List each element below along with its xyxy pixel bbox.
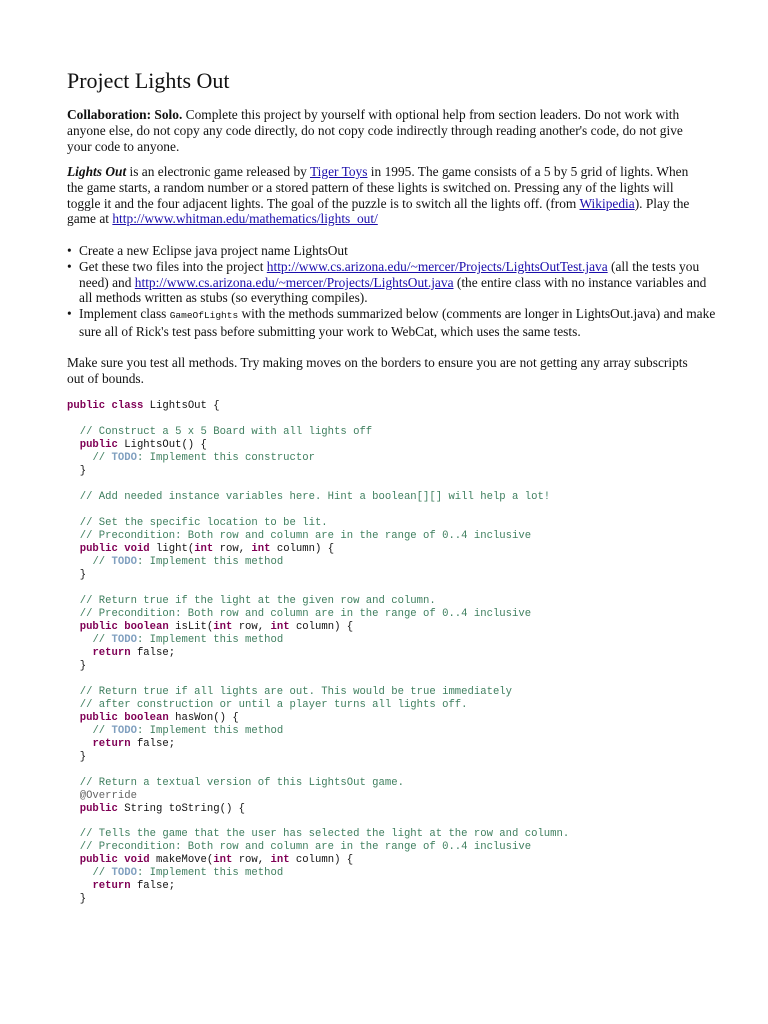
code-token: Implement this method: [149, 633, 284, 646]
code-token: // Construct a 5 x 5 Board with all lights off: [79, 425, 373, 438]
code-token: class: [111, 400, 144, 412]
code-token: column) {: [295, 620, 354, 633]
code-token: return: [92, 646, 131, 659]
bullet-icon: •: [67, 258, 72, 274]
code-token: public: [79, 620, 118, 633]
instructions-list: [67, 243, 717, 340]
code-token: Implement this method: [149, 724, 284, 737]
code-token: return: [92, 737, 131, 750]
list-item-text: Implement class: [79, 306, 170, 322]
list-item-text: Create a new Eclipse java project name LightsOut: [79, 243, 348, 258]
code-token: }: [79, 893, 87, 906]
collaboration-text: Complete this project by yourself with optional help from section leaders. Do not work with anyone else, do not copy any code directly, do not copy code indirectly through reading another's code, do not give your code to anyone.: [67, 107, 683, 154]
code-token: row,: [238, 854, 271, 867]
code-token: //: [92, 633, 112, 646]
code-token: Implement this method: [149, 867, 284, 880]
code-token: column) {: [295, 854, 354, 867]
code-token: // Return a textual version of this LightsOut game.: [79, 776, 404, 789]
bullet-icon: •: [67, 306, 72, 322]
code-token: //: [92, 555, 112, 568]
code-token: // Tells the game that the user has selected the light at the row and column.: [79, 828, 570, 841]
code-token: public: [79, 854, 118, 867]
code-token: :: [136, 555, 144, 568]
code-token: // Return true if the light at the given row and column.: [79, 594, 436, 607]
closing-paragraph: Make sure you test all methods. Try making moves on the borders to ensure you are not getting any array subscripts out of bounds.: [67, 355, 688, 386]
list-item-text: Get these two files into the project: [79, 258, 267, 274]
code-token: int: [194, 542, 214, 555]
page-title: Project Lights Out: [67, 68, 230, 93]
list-item: [67, 306, 717, 340]
code-token: //: [92, 724, 112, 737]
code-token: // Return true if all lights are out. This would be true immediately: [79, 685, 513, 698]
code-token: :: [136, 451, 144, 464]
code-token: public: [79, 542, 118, 555]
code-token: return: [92, 880, 131, 893]
code-token: hasWon() {: [175, 711, 239, 724]
code-token: :: [136, 867, 144, 880]
code-token: int: [213, 620, 233, 633]
code-token: column) {: [276, 542, 335, 555]
code-token: false;: [136, 646, 176, 659]
code-token: false;: [136, 880, 176, 893]
code-token: TODO: [111, 451, 137, 464]
code-token: // Precondition: Both row and column are in the range of 0..4 inclusive: [79, 841, 532, 854]
bullet-icon: •: [67, 243, 72, 258]
code-token: LightsOut() {: [124, 438, 207, 451]
code-token: public: [79, 438, 118, 451]
code-token: void: [124, 542, 150, 555]
code-token: }: [79, 568, 87, 581]
intro-text: ). Play the game at: [67, 195, 690, 227]
whitman-link[interactable]: http://www.whitman.edu/mathematics/lights_out/: [112, 211, 378, 227]
tiger-toys-link[interactable]: Tiger Toys: [309, 164, 368, 179]
lightsouttest-link[interactable]: http://www.cs.arizona.edu/~mercer/Projects/LightsOutTest.java: [266, 258, 608, 274]
code-token: //: [92, 451, 112, 464]
code-token: TODO: [111, 867, 137, 880]
code-token: false;: [136, 737, 176, 750]
list-item-text: (all the tests you need) and: [79, 258, 700, 290]
code-token: Implement this method: [149, 555, 284, 568]
list-item-text: with the methods summarized below (comments are longer in LightsOut.java) and make sure all of Rick's test pass before submitting your work to WebCat, which uses the same tests.: [79, 306, 716, 339]
collaboration-label: Collaboration: Solo.: [67, 107, 183, 122]
code-token: // Precondition: Both row and column are in the range of 0..4 inclusive: [79, 607, 532, 620]
code-token: row,: [238, 620, 271, 633]
code-token: }: [79, 750, 87, 763]
intro-paragraph: [67, 164, 707, 227]
code-token: int: [270, 620, 290, 633]
code-token: :: [136, 633, 144, 646]
lightsout-link[interactable]: http://www.cs.arizona.edu/~mercer/Projects/LightsOut.java: [134, 274, 454, 290]
code-token: TODO: [111, 724, 137, 737]
code-token: boolean: [124, 620, 169, 633]
class-name-code: GameOfLights: [169, 310, 239, 322]
code-token: LightsOut {: [149, 400, 220, 412]
code-token: public: [79, 802, 118, 815]
code-token: }: [79, 659, 87, 672]
intro-text: is an electronic game released by: [126, 164, 310, 179]
code-token: light(: [156, 542, 195, 555]
code-token: boolean: [124, 711, 169, 724]
list-item-text: (the entire class with no instance variables and all methods written as stubs (so everything compiles).: [79, 274, 707, 306]
code-token: void: [124, 854, 150, 867]
code-token: TODO: [111, 633, 137, 646]
code-token: isLit(: [175, 620, 214, 633]
code-token: @Override: [79, 789, 137, 802]
code-listing: [67, 400, 569, 906]
wikipedia-link[interactable]: Wikipedia: [579, 195, 635, 211]
collaboration-paragraph: [67, 107, 707, 154]
list-item: [67, 243, 717, 259]
code-token: int: [251, 542, 271, 555]
code-token: // after construction or until a player turns all lights off.: [79, 698, 468, 711]
code-token: public: [79, 711, 118, 724]
code-token: int: [213, 854, 233, 867]
game-name: Lights Out: [67, 164, 127, 179]
code-token: // Precondition: Both row and column are in the range of 0..4 inclusive: [79, 529, 532, 542]
intro-text: in 1995. The game consists of a 5 by 5 grid of lights. When the game starts, a random number or a stored pattern of these lights is switched on. Pressing any of the lights will toggle it and the four adjacent lights. The goal of the puzzle is to switch all the lights off. (from: [67, 164, 689, 211]
code-token: int: [270, 854, 290, 867]
code-token: makeMove(: [156, 854, 214, 867]
code-token: TODO: [111, 555, 137, 568]
code-token: // Set the specific location to be lit.: [79, 516, 328, 529]
code-token: }: [79, 464, 87, 477]
code-token: String toString() {: [124, 802, 246, 815]
code-token: //: [92, 867, 112, 880]
list-item: [67, 259, 717, 306]
code-token: Implement this constructor: [149, 451, 315, 464]
code-token: public: [67, 400, 106, 412]
code-token: :: [136, 724, 144, 737]
code-token: row,: [219, 542, 252, 555]
code-token: // Add needed instance variables here. Hint a boolean[][] will help a lot!: [79, 490, 551, 503]
